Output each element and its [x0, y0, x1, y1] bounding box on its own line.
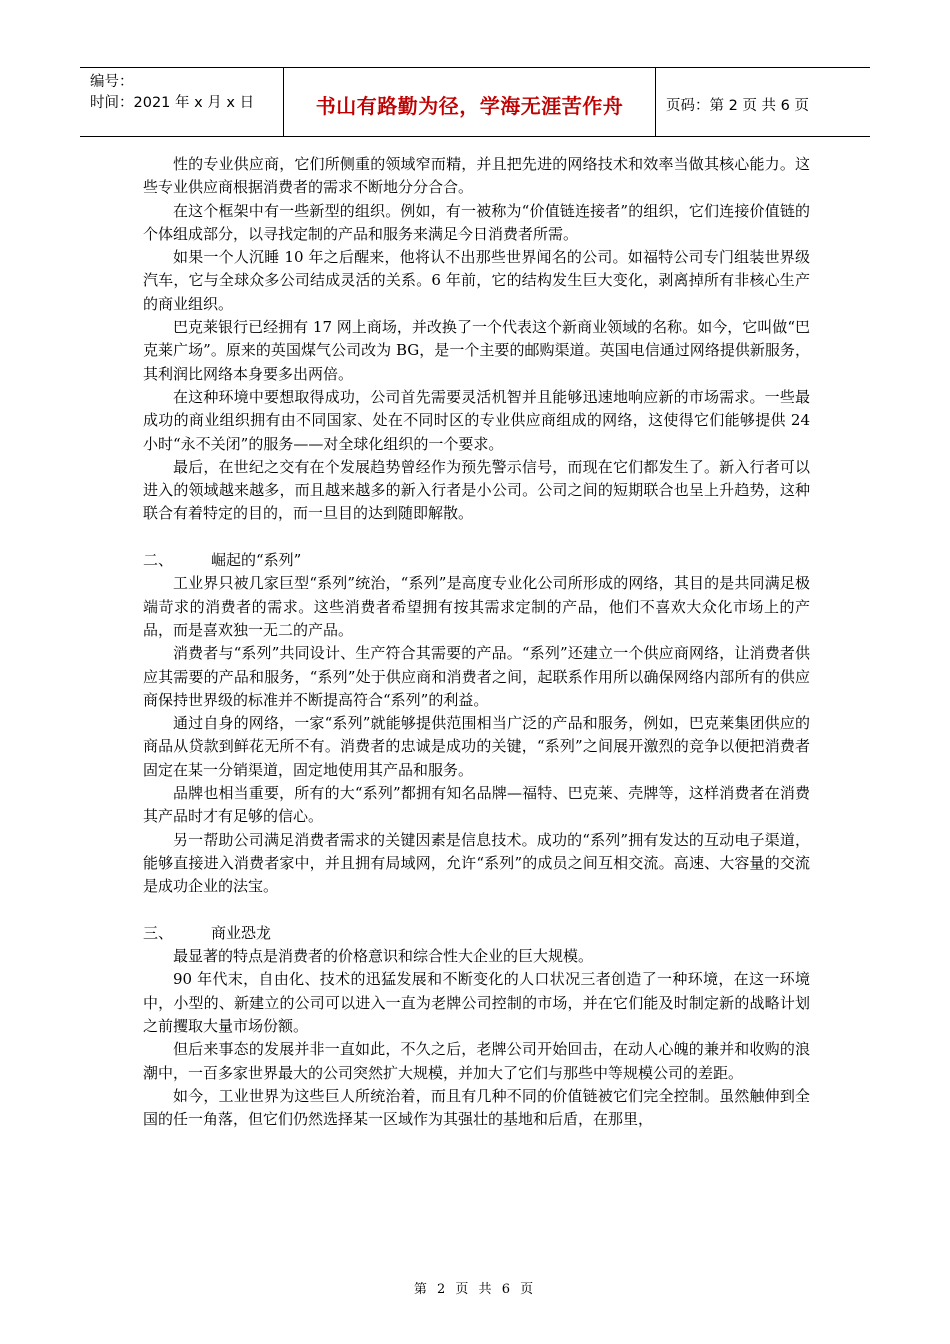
section-title: 商业恐龙: [211, 923, 272, 942]
paragraph: 另一帮助公司满足消费者需求的关键因素是信息技术。成功的“系列”拥有发达的互动电子渠道，能够直接进入消费者家中，并且拥有局域网，允许“系列”的成员之间互相交流。高速、大容量的交流是成功企业的法宝。: [143, 830, 810, 896]
paragraph: 巴克莱银行已经拥有 17 网上商场，并改换了一个代表这个新商业领域的名称。如今，它叫做“巴克莱广场”。原来的英国煤气公司改为 BG，是一个主要的邮购渠道。英国电信通过网络提供新服务，其利润比网络本身要多出两倍。: [143, 318, 810, 383]
section-title: 崛起的“系列”: [211, 551, 302, 570]
header-motto: 书山有路勤为径，学海无涯苦作舟: [315, 93, 624, 118]
header-page-info: 页码：第 2 页 共 6 页: [666, 97, 809, 114]
header-motto-cell: [284, 68, 656, 136]
paragraph: 在这种环境中要想取得成功，公司首先需要灵活机智并且能够迅速地响应新的市场需求。一些最成功的商业组织拥有由不同国家、处在不同时区的专业供应商组成的网络，这使得它们能够提供 24 小时“永不关闭”的服务——对全球化组织的一个要求。: [143, 387, 810, 453]
section-number: 二、: [143, 551, 174, 570]
section-heading-2: [143, 549, 810, 572]
paragraph: 但后来事态的发展并非一直如此，不久之后，老牌公司开始回击，在动人心魄的兼并和收购的浪潮中，一百多家世界最大的公司突然扩大规模，并加大了它们与那些中等规模公司的差距。: [143, 1040, 810, 1082]
document-body: [143, 153, 810, 1131]
header-page-cell: [656, 68, 870, 136]
paragraph: 工业界只被几家巨型“系列”统治，“系列”是高度专业化公司所形成的网络，其目的是共同满足极端苛求的消费者的需求。这些消费者希望拥有按其需求定制的产品，他们不喜欢大众化市场上的产品，而是喜欢独一无二的产品。: [143, 574, 810, 639]
paragraph: 最显著的特点是消费者的价格意识和综合性大企业的巨大规模。: [173, 947, 594, 966]
section-heading-3: [143, 922, 810, 945]
paragraph: 如果一个人沉睡 10 年之后醒来，他将认不出那些世界闻名的公司。如福特公司专门组装世界级汽车，它与全球众多公司结成灵活的关系。6 年前，它的结构发生巨大变化，剥离掉所有非核心生产的商业组织。: [143, 248, 810, 313]
paragraph: 性的专业供应商，它们所侧重的领域窄而精，并且把先进的网络技术和效率当做其核心能力。这些专业供应商根据消费者的需求不断地分分合合。: [143, 155, 810, 197]
paragraph: 品牌也相当重要，所有的大“系列”都拥有知名品牌—福特、巴克莱、壳牌等，这样消费者在消费其产品时才有足够的信心。: [143, 784, 810, 826]
paragraph: 消费者与“系列”共同设计、生产符合其需要的产品。“系列”还建立一个供应商网络，让消费者供应其需要的产品和服务，“系列”处于供应商和消费者之间，起联系作用所以确保网络内部所有的供应商保持世界级的标准并不断提高符合“系列”的利益。: [143, 644, 810, 709]
header-meta-cell: [80, 68, 284, 136]
paragraph: 通过自身的网络，一家“系列”就能够提供范围相当广泛的产品和服务，例如，巴克莱集团供应的商品从贷款到鲜花无所不有。消费者的忠诚是成功的关键，“系列”之间展开激烈的竞争以便把消费者固定在某一分销渠道，固定地使用其产品和服务。: [143, 714, 810, 779]
page-header: [80, 67, 870, 137]
document-date: 时间：2021 年 x 月 x 日: [90, 95, 255, 111]
section-number: 三、: [143, 923, 174, 942]
page-footer: 第 2 页 共 6 页: [413, 1282, 537, 1297]
paragraph: 如今，工业世界为这些巨人所统治着，而且有几种不同的价值链被它们完全控制。虽然触伸到全国的任一角落，但它们仍然选择某一区域作为其强壮的基地和后盾，在那里，: [143, 1086, 810, 1129]
paragraph: 最后，在世纪之交有在个发展趋势曾经作为预先警示信号，而现在它们都发生了。新入行者可以进入的领域越来越多，而且越来越多的新入行者是小公司。公司之间的短期联合也呈上升趋势，这种联合有着特定的目的，而一旦目的达到随即解散。: [143, 457, 810, 523]
paragraph: 在这个框架中有一些新型的组织。例如，有一被称为“价值链连接者”的组织，它们连接价值链的个体组成部分，以寻找定制的产品和服务来满足今日消费者所需。: [143, 201, 810, 243]
document-number-label: 编号：: [90, 74, 134, 90]
paragraph: 90 年代末，自由化、技术的迅猛发展和不断变化的人口状况三者创造了一种环境，在这一环境中，小型的、新建立的公司可以进入一直为老牌公司控制的市场，并在它们能及时制定新的战略计划之前攫取大量市场份额。: [143, 970, 810, 1035]
